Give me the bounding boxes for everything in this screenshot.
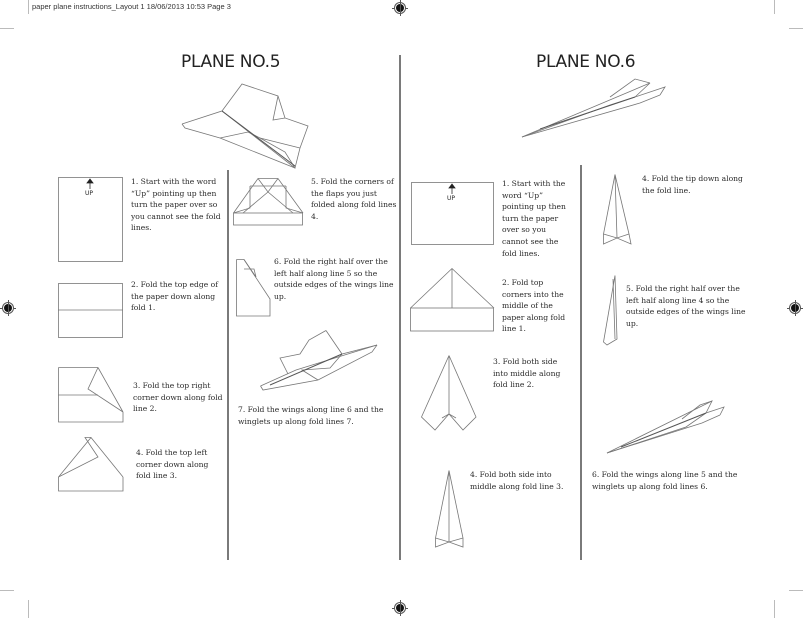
step-text: 4. Fold the tip down along the fold line. xyxy=(642,174,743,195)
page-title: PLANE NO.6 xyxy=(536,52,636,72)
trim-mark xyxy=(28,600,29,618)
trim-mark xyxy=(0,28,14,29)
svg-text:UP: UP xyxy=(85,190,94,197)
step-text: 1. Start with the word “Up” pointing up then turn the paper over so you cannot see the fold lines. xyxy=(502,179,566,258)
step-diagram xyxy=(233,178,305,226)
step-text: 2. Fold top corners into the middle of the paper along fold line 1. xyxy=(502,278,566,334)
step-text: 7. Fold the wings along line 6 and the winglets up along fold lines 7. xyxy=(238,405,384,426)
step-diagram xyxy=(58,283,124,339)
trim-mark xyxy=(789,590,803,591)
column-divider xyxy=(227,170,229,560)
registration-mark-icon xyxy=(392,600,408,616)
plane-5-illustration-icon xyxy=(160,80,310,160)
step-text: 2. Fold the top edge of the paper down along fold 1. xyxy=(131,280,219,313)
step-text: 4. Fold both side into middle along fold line 3. xyxy=(470,470,564,491)
column-divider xyxy=(580,165,582,560)
step-diagram xyxy=(58,367,126,423)
step-text: 5. Fold the corners of the flaps you just folded along fold lines 4. xyxy=(311,177,397,221)
step-diagram xyxy=(435,470,465,548)
step-diagram xyxy=(603,275,619,347)
step-text: 3. Fold the top right corner down along fold line 2. xyxy=(133,381,223,414)
trim-mark xyxy=(774,600,775,618)
step-text: 4. Fold the top left corner down along fold line 3. xyxy=(136,448,209,481)
step-diagram xyxy=(421,355,477,431)
step-text: 3. Fold both side into middle along fold line 2. xyxy=(493,357,561,390)
print-slug: paper plane instructions_Layout 1 18/06/2013 10:53 Page 3 xyxy=(32,2,231,11)
step-text: 6. Fold the wings along line 5 and the winglets up along fold lines 6. xyxy=(592,470,738,491)
step-diagram xyxy=(58,437,126,492)
page-divider xyxy=(399,55,401,560)
trim-mark xyxy=(774,0,775,14)
registration-mark-icon xyxy=(787,300,803,316)
step-diagram xyxy=(236,259,272,317)
step-diagram xyxy=(411,182,495,246)
step-diagram xyxy=(410,268,496,332)
step-diagram xyxy=(260,330,380,395)
svg-text:UP: UP xyxy=(447,195,456,202)
registration-mark-icon xyxy=(0,300,16,316)
plane-6-illustration-icon xyxy=(520,73,670,143)
step-text: 6. Fold the right half over the left half along line 5 so the outside edges of the wings line up. xyxy=(274,257,394,301)
step-diagram xyxy=(603,174,633,246)
step-text: 5. Fold the right half over the left half along line 4 so the outside edges of the wings line up. xyxy=(626,284,746,328)
trim-mark xyxy=(28,0,29,14)
step-diagram xyxy=(58,177,124,263)
registration-mark-icon xyxy=(392,0,408,16)
trim-mark xyxy=(0,590,14,591)
step-text: 1. Start with the word “Up” pointing up then turn the paper over so you cannot see the fold lines. xyxy=(131,177,221,233)
trim-mark xyxy=(789,28,803,29)
step-diagram xyxy=(606,397,728,455)
page-title: PLANE NO.5 xyxy=(181,52,281,72)
